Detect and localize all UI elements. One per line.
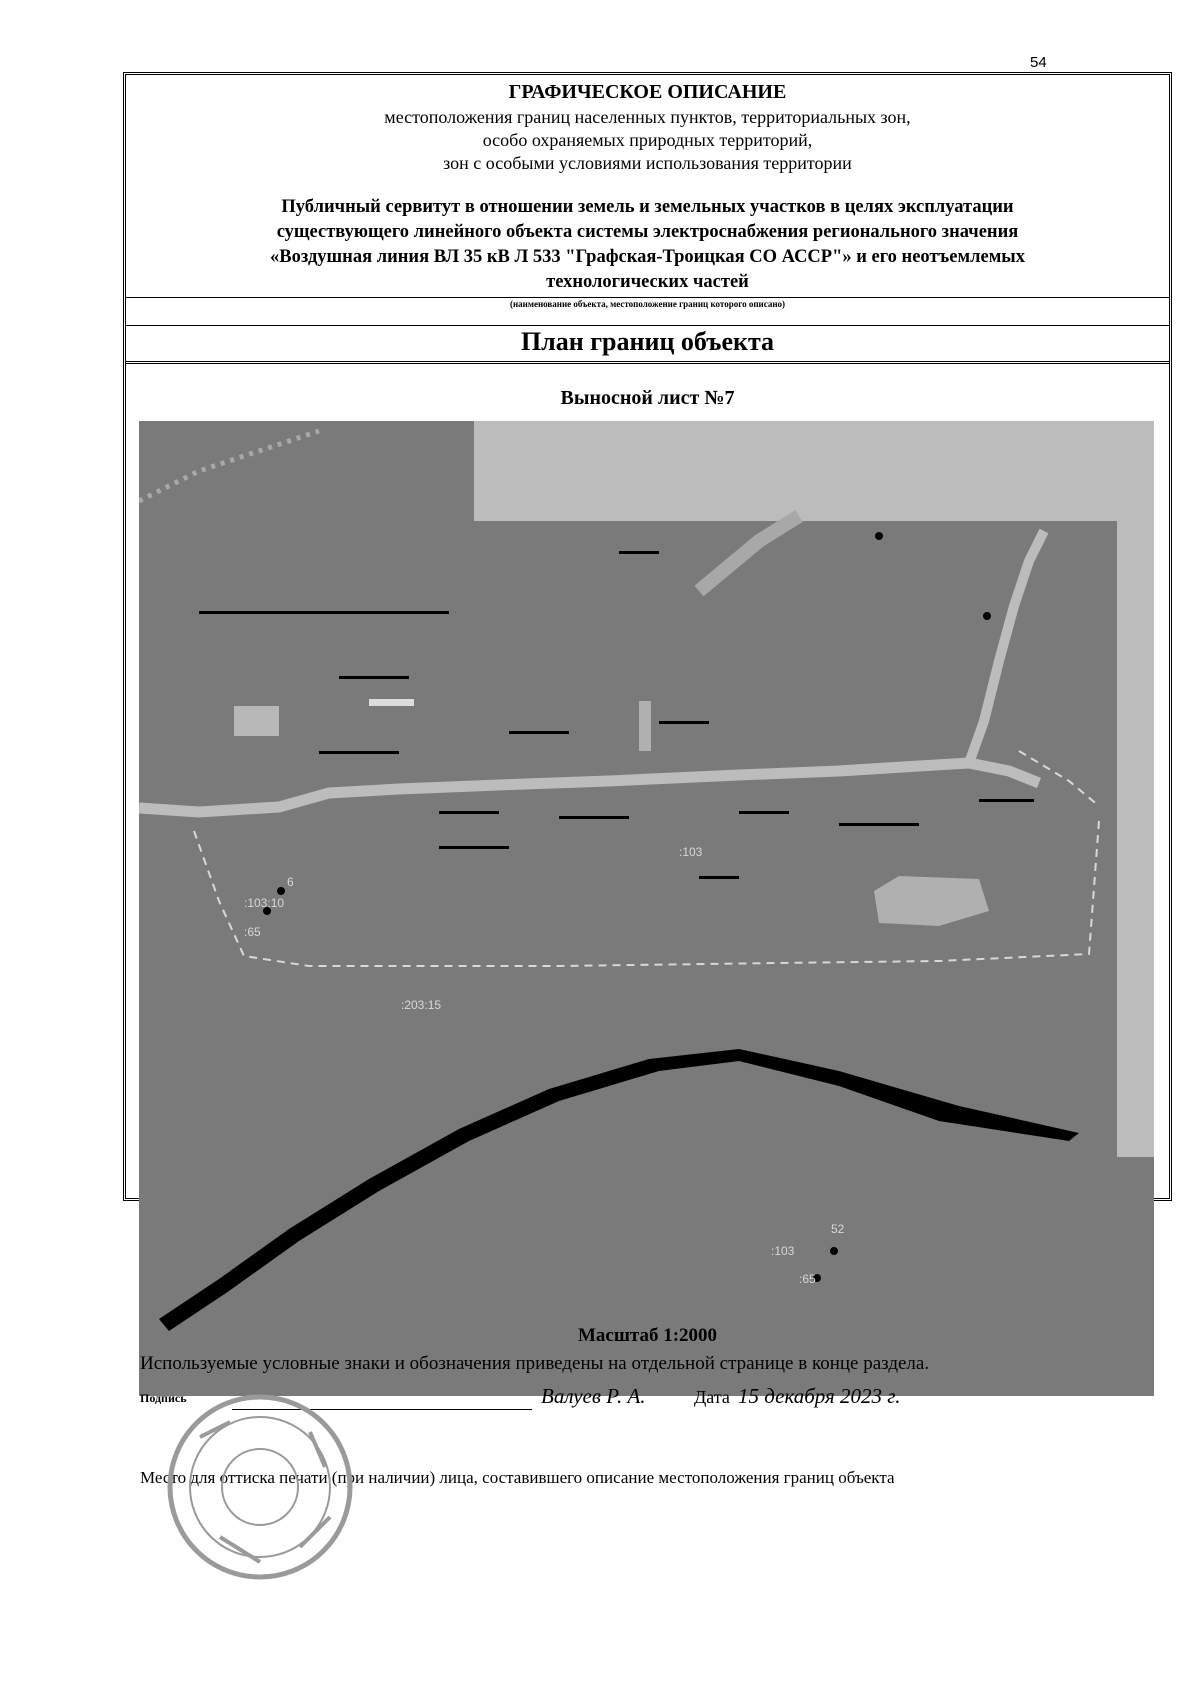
- map-ground: [139, 421, 1154, 1396]
- building: [234, 706, 279, 736]
- map-label: :103: [679, 845, 703, 859]
- object-name-line: технологических частей: [546, 272, 749, 292]
- header-block: [126, 75, 1169, 365]
- document-frame: [123, 72, 1172, 1286]
- map-svg: [139, 421, 1154, 1396]
- header-rule: [126, 325, 1169, 326]
- caption-rule: [126, 297, 1169, 298]
- stamp-note: Место для оттиска печати (при наличии) лица, составившего описание местоположения границ объекта: [140, 1468, 895, 1487]
- document-subtitle: [126, 106, 1169, 175]
- subtitle-line: местоположения границ населенных пунктов, территориальных зон,: [384, 107, 911, 127]
- seal-center-ring: [222, 1449, 298, 1525]
- road-strip-right: [1117, 421, 1154, 1157]
- building: [639, 701, 651, 751]
- map-image: [139, 421, 1154, 1396]
- map-label: :65: [799, 1272, 816, 1286]
- legend-note: Используемые условные знаки и обозначения приведены на отдельной странице в конце раздела.: [140, 1353, 930, 1374]
- object-name: [166, 195, 1129, 295]
- map-label: :103:10: [244, 896, 285, 910]
- map-label: :103: [771, 1244, 795, 1258]
- seal-marks: [200, 1422, 330, 1562]
- map-label: :203:15: [401, 998, 442, 1012]
- road-strip-top: [474, 421, 1154, 521]
- object-name-line: «Воздушная линия ВЛ 35 кВ Л 533 "Графская-Троицкая СО АССР"» и его неотъемлемых: [270, 247, 1025, 267]
- map-label: 6: [287, 875, 294, 889]
- signature-label: Подпись: [140, 1391, 187, 1405]
- map-label: :65: [244, 925, 261, 939]
- signer-name: Валуев Р. А.: [541, 1384, 646, 1408]
- sheet-title: Выносной лист №7: [560, 387, 735, 409]
- object-caption: (наименование объекта, местоположение границ которого описано): [509, 299, 786, 309]
- date-label: Дата: [694, 1387, 730, 1407]
- map-scale: Масштаб 1:2000: [577, 1325, 718, 1346]
- seal-svg: [160, 1387, 360, 1587]
- plan-title-rule: [126, 361, 1169, 364]
- object-name-line: существующего линейного объекта системы электроснабжения регионального значения: [276, 222, 1019, 242]
- seal-outer-ring: [170, 1397, 350, 1577]
- plan-title: План границ объекта: [520, 327, 775, 356]
- subtitle-line: особо охраняемых природных территорий,: [482, 130, 813, 150]
- date-value: 15 декабря 2023 г.: [738, 1384, 901, 1408]
- map-label: 52: [831, 1222, 845, 1236]
- object-name-line: Публичный сервитут в отношении земель и земельных участков в целях эксплуатации: [281, 197, 1014, 217]
- round-seal-icon: [160, 1387, 360, 1587]
- document-title: ГРАФИЧЕСКОЕ ОПИСАНИЕ: [508, 81, 787, 103]
- subtitle-line: зон с особыми условиями использования территории: [443, 153, 852, 173]
- building: [369, 699, 414, 706]
- page-number: 54: [1030, 54, 1047, 71]
